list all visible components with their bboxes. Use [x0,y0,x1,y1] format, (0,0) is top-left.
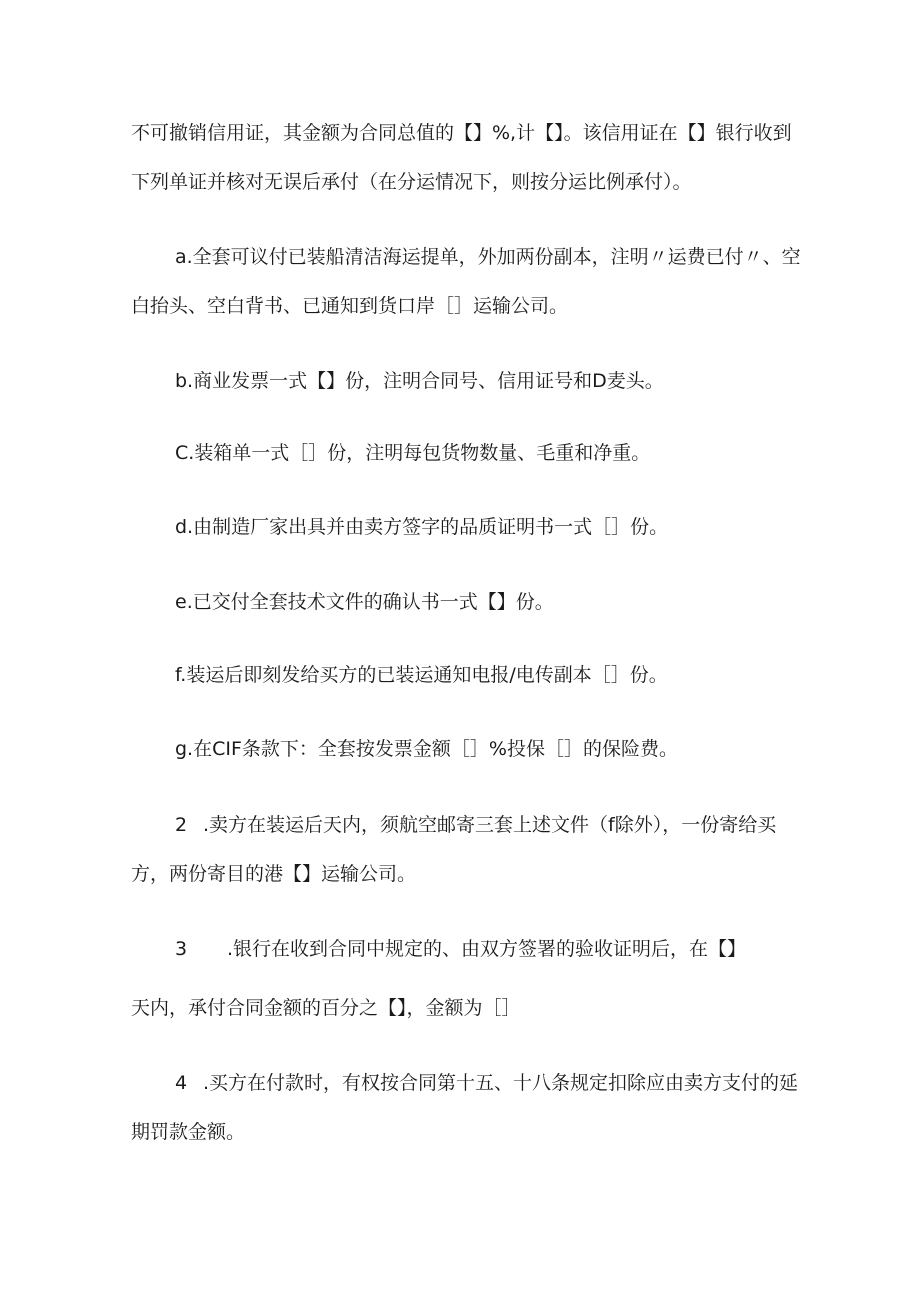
para-4-line-1 [175,1071,798,1095]
para-2-line-2: 方，两份寄目的港【】运输公司。 [131,863,417,885]
para-2-text: .卖方在装运后天内，须航空邮寄三套上述文件（f除外），一份寄给买 [203,814,777,836]
para-2-line-1 [175,813,776,837]
item-f: f.装运后即刻发给买方的已装运通知电报/电传副本［］份。 [175,664,668,686]
para-3-text: .银行在收到合同中规定的、由双方签署的验收证明后，在【】 [227,938,747,960]
para-2-number: 2 [175,814,188,836]
item-a-line-2: 白抬头、空白背书、已通知到货口岸［］运输公司。 [131,295,569,317]
item-e: e.已交付全套技术文件的确认书一式【】份。 [175,591,554,613]
item-g: g.在CIF条款下：全套按发票金额［］%投保［］的保险费。 [175,738,678,760]
para-4-line-2: 期罚款金额。 [131,1121,246,1143]
item-c: C.装箱单一式［］份，注明每包货物数量、毛重和净重。 [175,442,651,464]
para-4-number: 4 [175,1072,188,1094]
para-3-number: 3 [175,938,188,960]
intro-line-1: 不可撤销信用证，其金额为合同总值的【】%,计【】。该信用证在【】银行收到 [131,122,792,144]
item-b: b.商业发票一式【】份，注明合同号、信用证号和D麦头。 [175,370,664,392]
para-3-line-2: 天内，承付合同金额的百分之【】，金额为［］ [131,997,521,1019]
item-a-line-1: a.全套可议付已装船清洁海运提单，外加两份副本，注明〃运费已付〃、空 [175,246,801,268]
para-3-line-1 [175,937,746,961]
para-4-text: .买方在付款时，有权按合同第十五、十八条规定扣除应由卖方支付的延 [203,1072,799,1094]
item-d: d.由制造厂家出具并由卖方签字的品质证明书一式［］份。 [175,516,669,538]
intro-line-2: 下列单证并核对无误后承付（在分运情况下，则按分运比例承付）。 [131,171,692,193]
